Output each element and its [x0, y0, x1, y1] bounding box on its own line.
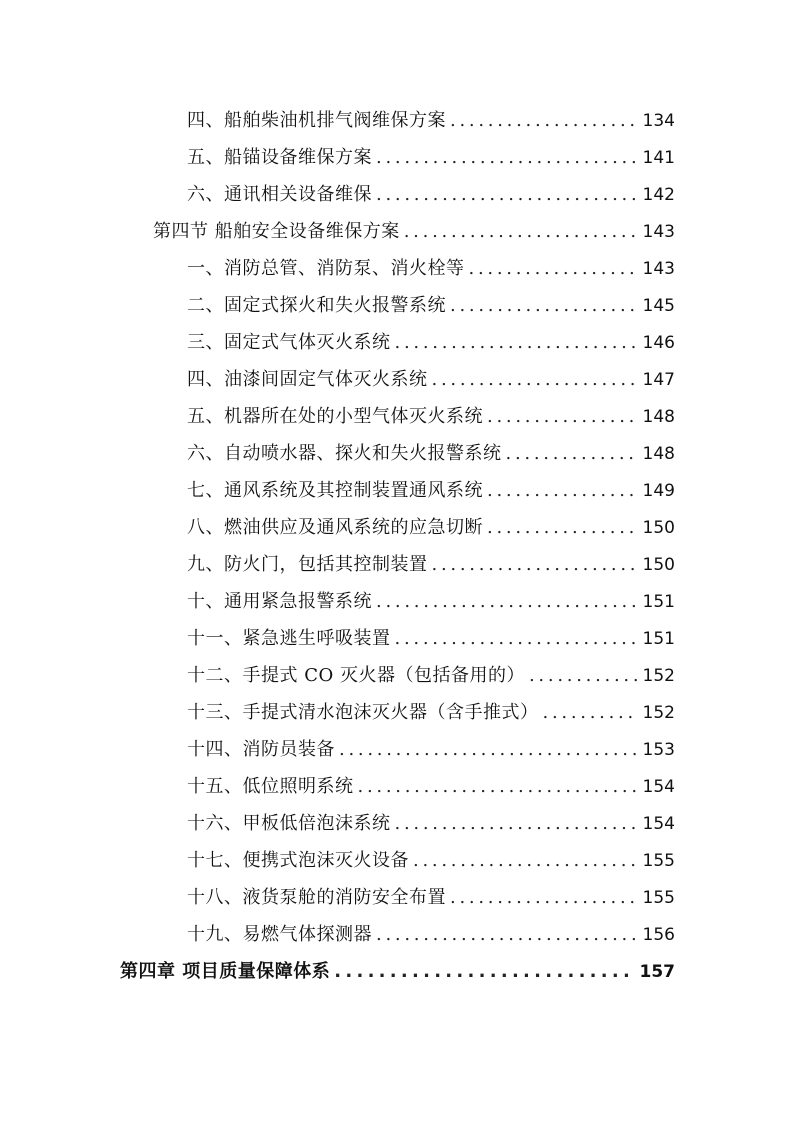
toc-entry[interactable] [187, 250, 675, 287]
toc-entry[interactable] [187, 287, 675, 324]
toc-page-number: 156 [642, 925, 675, 945]
toc-entry[interactable] [187, 805, 675, 842]
toc-page-number: 134 [642, 111, 675, 131]
toc-page-number: 153 [642, 740, 675, 760]
toc-entry-title: 十、通用紧急报警系统 [187, 591, 372, 612]
toc-page-number: 152 [642, 666, 675, 686]
toc-page-number: 149 [642, 481, 675, 501]
toc-dot-leader [506, 435, 637, 472]
toc-dot-leader [413, 842, 637, 879]
toc-page-number: 157 [639, 962, 675, 982]
toc-entry[interactable] [187, 731, 675, 768]
toc-entry[interactable] [187, 472, 675, 509]
toc-page-number: 148 [642, 407, 675, 427]
toc-entry[interactable] [187, 361, 675, 398]
toc-entry-title: 十三、手提式清水泡沫灭火器（含手推式） [187, 702, 539, 723]
toc-entry-title: 十二、手提式 CO 灭火器（包括备用的） [187, 665, 525, 686]
toc-entry[interactable] [187, 435, 675, 472]
toc-dot-leader [404, 213, 637, 250]
toc-page-number: 143 [642, 222, 675, 242]
toc-page-number: 141 [642, 148, 675, 168]
toc-dot-leader [395, 805, 637, 842]
toc-page-number: 151 [642, 629, 675, 649]
toc-entry-title: 二、固定式探火和失火报警系统 [187, 295, 446, 316]
toc-dot-leader [529, 657, 637, 694]
toc-page-number: 148 [642, 444, 675, 464]
toc-entry-title: 九、防火门，包括其控制装置 [187, 554, 428, 575]
toc-entry[interactable] [187, 657, 675, 694]
toc-page-number: 152 [642, 703, 675, 723]
toc-dot-leader [395, 620, 637, 657]
toc-entry[interactable] [187, 879, 675, 916]
toc-page-number: 147 [642, 370, 675, 390]
toc-entry-title: 十一、紧急逃生呼吸装置 [187, 628, 391, 649]
toc-page-number: 150 [642, 555, 675, 575]
toc-dot-leader [339, 731, 637, 768]
toc-page-number: 155 [642, 888, 675, 908]
toc-dot-leader [487, 398, 637, 435]
toc-dot-leader [432, 361, 637, 398]
toc-entry-title: 十四、消防员装备 [187, 739, 335, 760]
toc-entry[interactable] [187, 620, 675, 657]
toc-dot-leader [395, 324, 637, 361]
toc-dot-leader [450, 287, 637, 324]
toc-dot-leader [543, 694, 637, 731]
toc-dot-leader [450, 102, 637, 139]
toc-entry-title: 十六、甲板低倍泡沫系统 [187, 813, 391, 834]
toc-entry[interactable] [187, 916, 675, 953]
toc-section-entry[interactable] [153, 213, 675, 250]
toc-page-number: 145 [642, 296, 675, 316]
toc-entry-title: 六、自动喷水器、探火和失火报警系统 [187, 443, 502, 464]
toc-page-number: 151 [642, 592, 675, 612]
toc-entry-title: 第四节 船舶安全设备维保方案 [153, 221, 400, 242]
toc-entry[interactable] [187, 509, 675, 546]
toc-dot-leader [487, 472, 637, 509]
toc-page-number: 150 [642, 518, 675, 538]
toc-entry-title: 七、通风系统及其控制装置通风系统 [187, 480, 483, 501]
toc-page-number: 146 [642, 333, 675, 353]
toc-entry[interactable] [187, 546, 675, 583]
toc-dot-leader [487, 509, 637, 546]
toc-entry[interactable] [187, 583, 675, 620]
toc-entry[interactable] [187, 102, 675, 139]
toc-page-number: 142 [642, 185, 675, 205]
toc-dot-leader [334, 953, 633, 990]
toc-entry[interactable] [187, 139, 675, 176]
toc-entry-title: 四、船舶柴油机排气阀维保方案 [187, 110, 446, 131]
toc-entry[interactable] [187, 768, 675, 805]
toc-entry-title: 十九、易燃气体探测器 [187, 924, 372, 945]
toc-entry[interactable] [187, 398, 675, 435]
toc-entry-title: 一、消防总管、消防泵、消火栓等 [187, 258, 465, 279]
toc-entry[interactable] [187, 176, 675, 213]
toc-dot-leader [376, 916, 637, 953]
toc-dot-leader [376, 583, 637, 620]
toc-dot-leader [376, 139, 637, 176]
toc-entry-title: 六、通讯相关设备维保 [187, 184, 372, 205]
toc-entry-title: 第四章 项目质量保障体系 [120, 961, 331, 982]
toc-dot-leader [376, 176, 637, 213]
toc-entry[interactable] [187, 324, 675, 361]
toc-dot-leader [358, 768, 637, 805]
toc-page-number: 154 [642, 777, 675, 797]
toc-page-number: 143 [642, 259, 675, 279]
toc-entry[interactable] [187, 694, 675, 731]
toc-entry-title: 十五、低位照明系统 [187, 776, 354, 797]
toc-entry-title: 三、固定式气体灭火系统 [187, 332, 391, 353]
toc-chapter-entry[interactable] [120, 953, 675, 990]
toc-entry[interactable] [187, 842, 675, 879]
toc-entry-title: 八、燃油供应及通风系统的应急切断 [187, 517, 483, 538]
toc-dot-leader [469, 250, 637, 287]
toc-entry-title: 五、船锚设备维保方案 [187, 147, 372, 168]
toc-entry-title: 十七、便携式泡沫灭火设备 [187, 850, 409, 871]
toc-dot-leader [450, 879, 637, 916]
toc-entry-title: 十八、液货泵舱的消防安全布置 [187, 887, 446, 908]
toc-page-number: 154 [642, 814, 675, 834]
toc-dot-leader [432, 546, 637, 583]
toc-entry-title: 四、油漆间固定气体灭火系统 [187, 369, 428, 390]
toc-entry-title: 五、机器所在处的小型气体灭火系统 [187, 406, 483, 427]
toc-page-number: 155 [642, 851, 675, 871]
